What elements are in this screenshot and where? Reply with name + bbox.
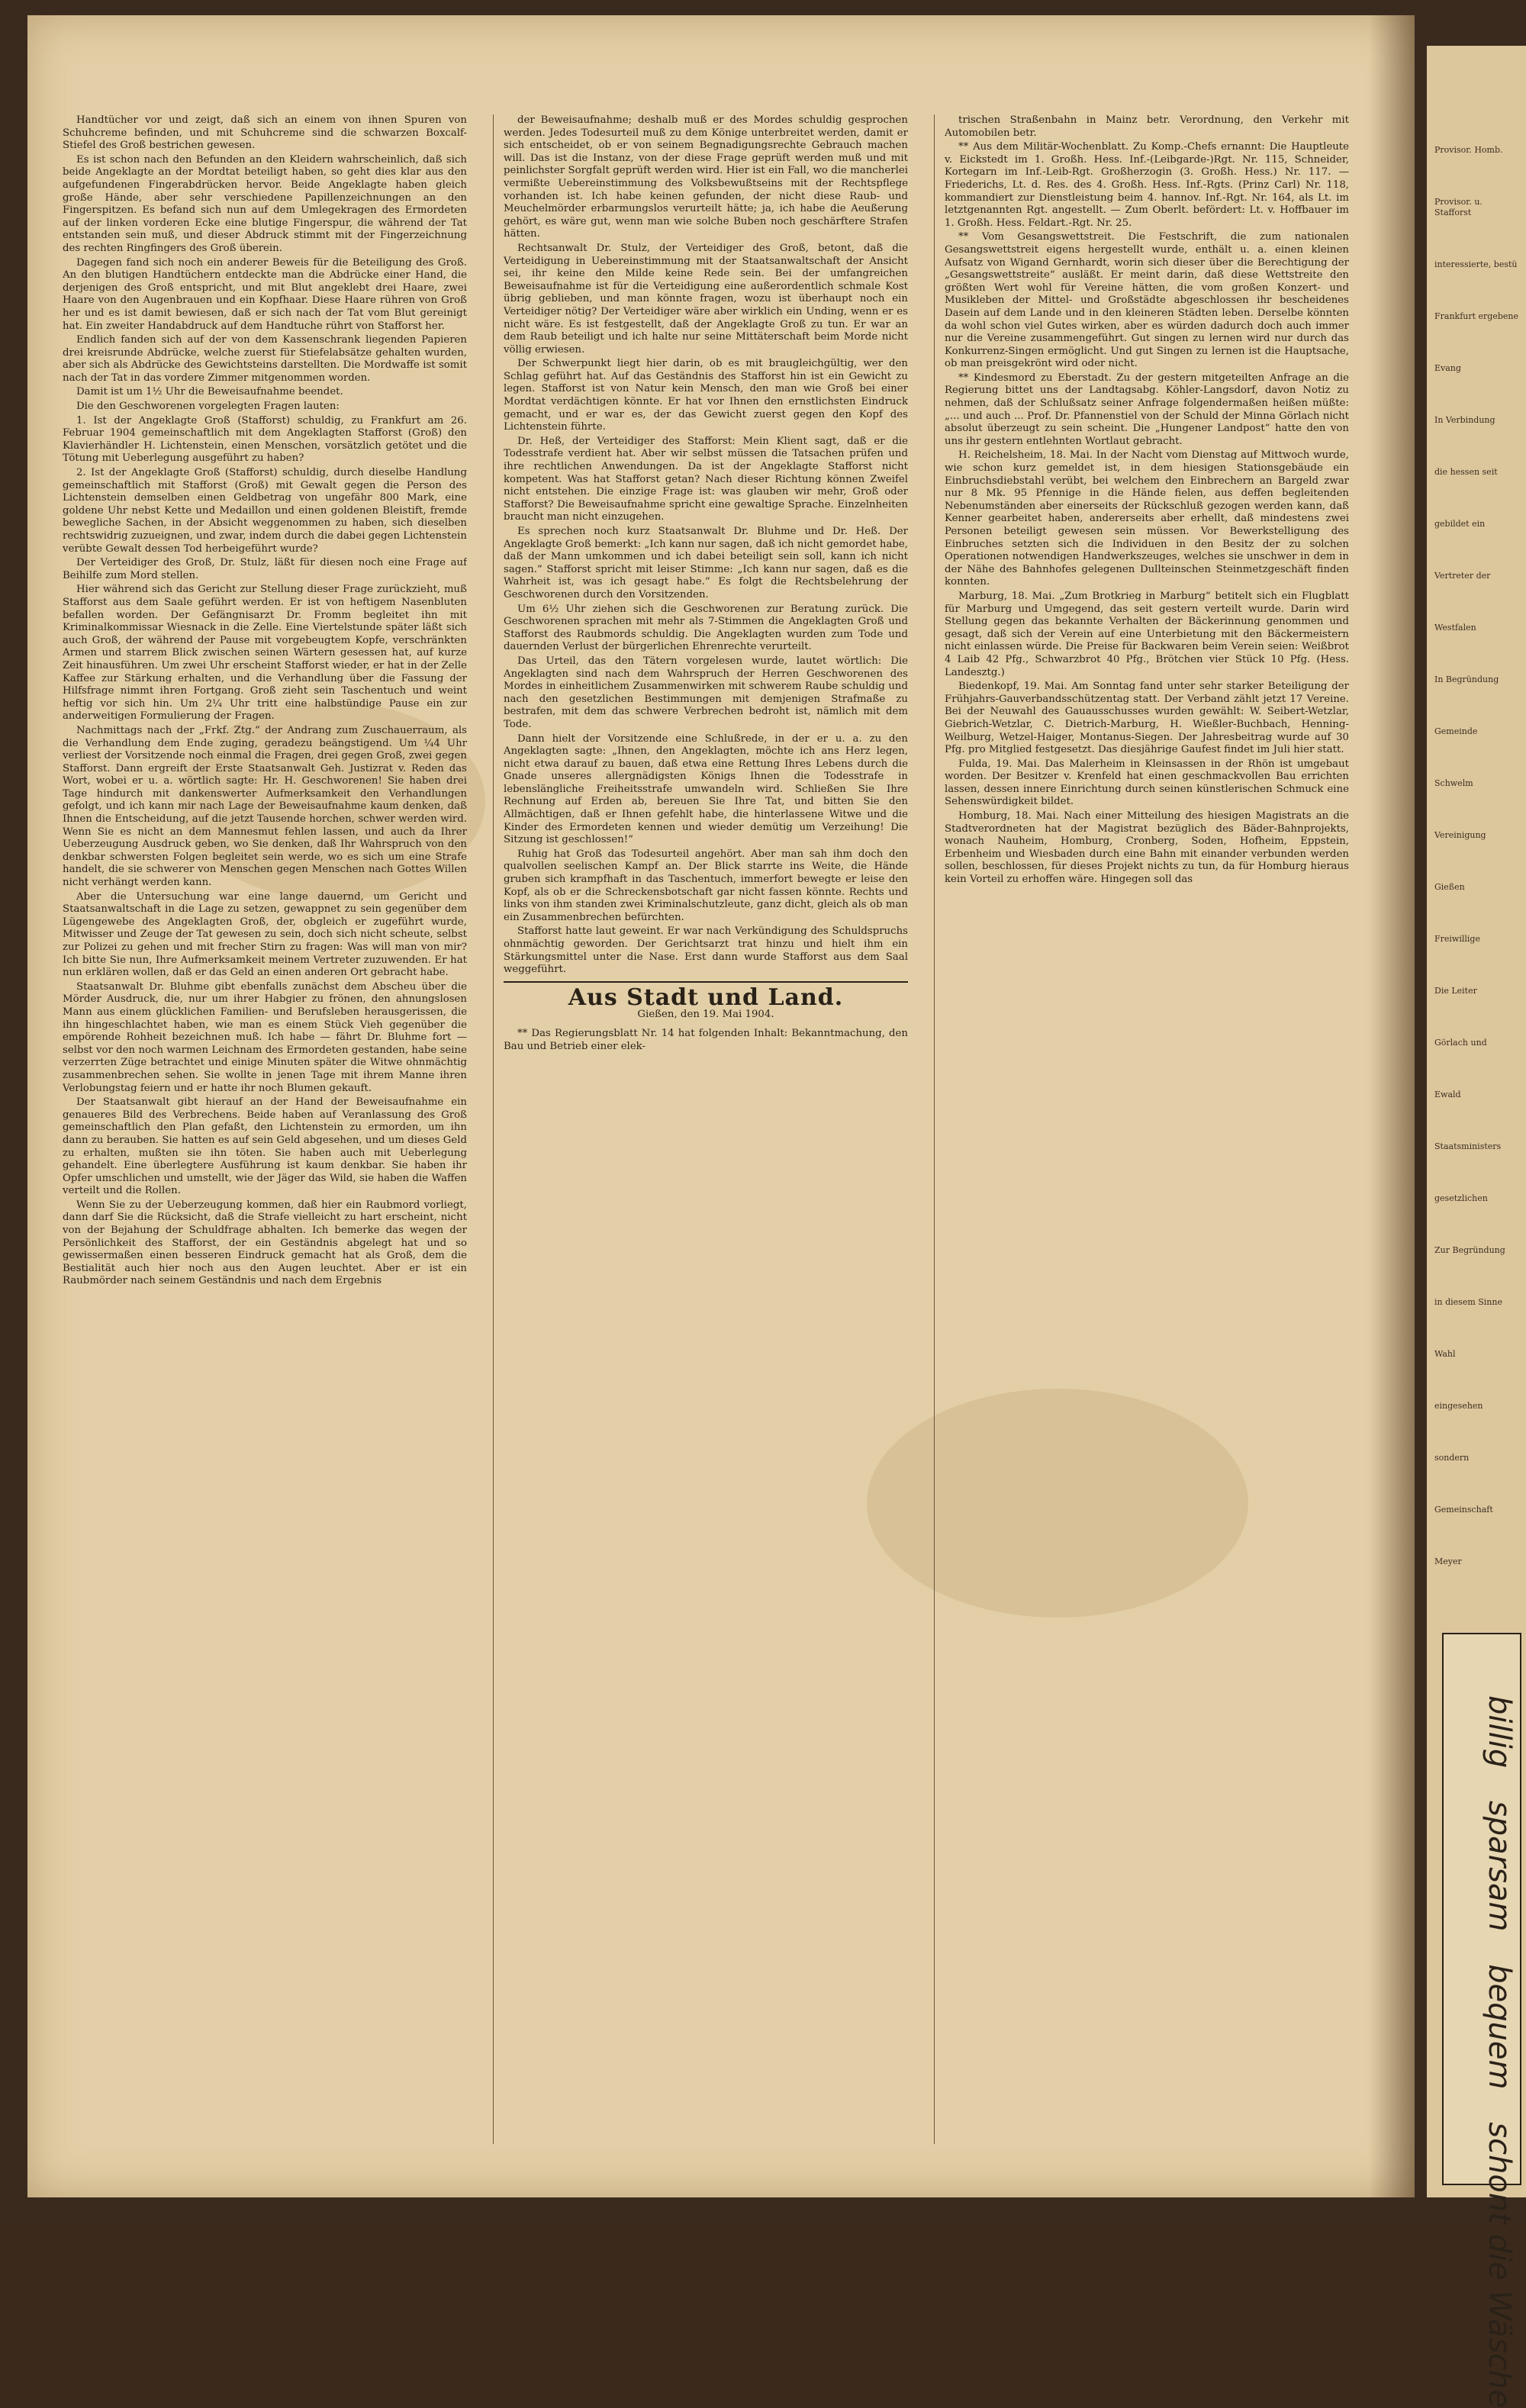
article-paragraph: Fulda, 19. Mai. Das Malerheim in Kleinsassen in der Rhön ist umgebaut worden. Der Besitzer v. Krenfeld hat einen geschmackvollen Bau errichten lassen, dessen innere Einrichtung durch seinen künstlerischen Schmuck eine Sehenswürdigkeit bildet. — [945, 758, 1349, 808]
article-paragraph: Die den Geschworenen vorgelegten Fragen lauten: — [76, 401, 340, 413]
adjacent-page-fragment: gebildet ein — [1434, 519, 1486, 529]
adjacent-page-fragment: Frankfurt ergebene — [1434, 311, 1518, 321]
article-paragraph: Staatsanwalt Dr. Bluhme gibt ebenfalls zunächst dem Abscheu über die Mörder Ausdruck, die, nur um ihrer Habgier zu frönen, den ahnungslosen Mann aus einem glücklichen Familien- und Berufsleben herausgerissen, die ihn hingeschlachtet haben, wie man es einem Stück Vieh gegenüber die empörende Rohheit bezeichnen muß. Ich habe — fährt Dr. Bluhme fort — selbst vor den noch warmen Leichnam des Ermordeten gestanden, habe seine verzerrten Züge betrachtet und einige Minuten später die Witwe ohnmächtig zusammenbrechen sehen. Sie wollte in jenen Tage mit ihrem Manne ihren Verlobungstag feiern und er hatte ihr noch Blumen gekauft. — [63, 980, 467, 1094]
ad-word-sparsam: sparsam — [1482, 1800, 1517, 1932]
article-paragraph: 2. Ist der Angeklagte Groß (Stafforst) schuldig, durch dieselbe Handlung gemeinschaftlich mit Stafforst (Groß) mit Gewalt gegen die Person des Lichtenstein demselben einen Geldbetrag von ungefähr 800 Mark, eine goldene Uhr nebst Kette und Medaillon und einen goldenen Bleistift, fremde bewegliche Sachen, in der Absicht weggenommen zu haben, sich dieselben rechtswidrig zuzueignen, und zwar, indem durch die dabei gegen Lichtenstein verübte Gewalt dessen Tod herbeigeführt wurde? — [63, 467, 467, 555]
article-paragraph: Endlich fanden sich auf der von dem Kassenschrank liegenden Papieren drei kreisrunde Abdrücke, welche zuerst für Stiefelabsätze gehalten wurden, aber sich als Abdrücke des Gewichtsteins darstellten. Die Mordwaffe ist somit nach der Tat in das vordere Zimmer mitgenommen worden. — [63, 334, 467, 384]
article-paragraph: Ruhig hat Groß das Todesurteil angehört. Aber man sah ihm doch den qualvollen seelischen Kampf an. Der Blick starrte ins Weite, die Hände gruben sich krampfhaft in das Taschentuch, immerfort bewegte er leise den Kopf, als ob er die Schreckensbotschaft gar nicht fassen könnte. Rechts und links von ihm standen zwei Kriminalschutzleute, ganz dicht, gleich als ob man ein Zusammenbrechen befürchten. — [504, 848, 908, 923]
article-paragraph: Rechtsanwalt Dr. Stulz, der Verteidiger des Groß, betont, daß die Verteidigung in Uebereinstimmung mit der Staatsanwaltschaft der Ansicht sei, ihr keine den Milde keine Rede sein. Bei der umfangreichen Beweisaufnahme ist für die Verteidigung eine außerordentlich schmale Kost übrig geblieben, und man könnte fragen, wozu ist überhaupt noch ein Verteidiger nötig? Der Verteidiger wäre aber wirklich ein Unding, wenn er es nicht wäre. Es ist festgestellt, daß der Angeklagte Groß zu tun. Er war an dem Raub beteiligt und ich halte nur seine Mittäterschaft beim Morde nicht völlig erwiesen. — [504, 242, 908, 356]
article-paragraph: Der Schwerpunkt liegt hier darin, ob es mit braugleichgültig, wer den Schlag geführt hat. Auf das Geständnis des Stafforst hin ist ein Gewicht zu legen. Stafforst ist von Natur kein Mensch, den man wie Groß bei einer Mordtat verdächtigen könnte. Er hat vor Ihnen den ernstlichsten Eindruck gemacht, und er war es, der das Gewicht zuerst gegen den Kopf des Lichtenstein führte. — [504, 358, 908, 433]
adjacent-page-text — [1434, 145, 1518, 1608]
adjacent-page-fragment: Staatsministers — [1434, 1141, 1502, 1151]
article-paragraph: Dann hielt der Vorsitzende eine Schlußrede, in der er u. a. zu den Angeklagten sagte: „Ihnen, den Angeklagten, möchte ich ans Herz legen, nicht etwa darauf zu bauen, daß etwa eine Rettung Ihres Lebens durch die Gnade unseres allergnädigsten Königs Ihnen die Todesstrafe in lebenslängliche Freiheitsstrafe umwandeln wird. Schließen Sie Ihre Rechnung auf Erden ab, bereuen Sie Ihre Tat, und bitten Sie den Allmächtigen, daß er Ihnen gefehlt habe, die hinterlassene Witwe und die Kinder des Ermordeten kennen und wieder demütig um Verzeihung! Die Sitzung ist geschlossen!“ — [504, 732, 908, 846]
adjacent-page-fragment: Görlach und — [1434, 1038, 1487, 1048]
article-paragraph: der Beweisaufnahme; deshalb muß er des Mordes schuldig gesprochen werden. Jedes Todesurteil muß zu dem Könige unterbreitet werden, damit er sich entscheidet, ob er von seinem Begnadigungsrechte Gebrauch machen will. Das ist die Instanz, von der diese Frage geprüft werden muß und mit peinlichster Sorgfalt geprüft werden wird. Hier ist ein Fall, wo die mancherlei vermißte Uebereinstimmung des Volksbewußtseins mit der Rechtspflege vorhanden ist. Ich habe keinen gefunden, der nicht diese Raub- und Meuchelmörder erbarmungslos verurteilt hätte; ja, ich habe die Aeußerung gehört, es wäre gut, wenn man wie solche Buben noch geschärftere Strafen hätten. — [504, 114, 908, 240]
gutter-shadow — [1369, 15, 1415, 2197]
adjacent-page-fragment: Schwelm — [1434, 778, 1473, 788]
column-1 — [63, 114, 467, 2144]
article-paragraph: Das Urteil, das den Tätern vorgelesen wurde, lautet wörtlich: Die Angeklagten sind nach dem Wahrspruch der Herren Geschworenen des Mordes in einheitlichem Zusammenwirken mit schwerem Raube schuldig und nach den gesetzlichen Bestimmungen mit demjenigen Strafmaße zu bestrafen, mit dem das schwere Verbrechen bedroht ist, nämlich mit dem Tode. — [504, 655, 908, 730]
article-paragraph: H. Reichelsheim, 18. Mai. In der Nacht vom Dienstag auf Mittwoch wurde, wie schon kurz gemeldet ist, in dem hiesigen Stationsgebäude ein Einbruchsdiebstahl verübt, bei welchem den Einbrechern an Bargeld zwar nur 8 Mk. 95 Pfennige in die Hände fielen, aus deffen begleitenden Nebenumständen aber einerseits der Rückschluß gezogen werden kann, daß Kenner gearbeitet haben, andererseits aber erhellt, daß mindestens zwei Personen beteiligt gewesen sein müssen. Vor Bewerkstelligung des Einbruches setzten sich die Individuen in den Besitz der zu solchen Operationen notwendigen Handwerkszeuges, welches sie unschwer in dem in der Nähe des Bahnhofes gelegenen Dullteinschen Steinmetzgeschäft finden konnten. — [945, 449, 1349, 588]
adjacent-page-fragment: Gemeinde — [1434, 726, 1478, 736]
article-paragraph: Um 6½ Uhr ziehen sich die Geschworenen zur Beratung zurück. Die Geschworenen sprachen mit mehr als 7-Stimmen die Angeklagten Groß und Stafforst des Raubmords schuldig. Die Angeklagten wurden zum Tode und dauernden Verlust der bürgerlichen Ehrenrechte verurteilt. — [504, 603, 908, 653]
column-rule — [493, 114, 494, 2144]
adjacent-page-fragment: Vereinigung — [1434, 830, 1486, 840]
adjacent-page-fragment: Gießen — [1434, 882, 1465, 892]
column-2-body — [504, 114, 908, 977]
adjacent-page-fragment: Provisor. Homb. — [1434, 145, 1503, 155]
adjacent-page-fragment: Zur Begründung — [1434, 1245, 1505, 1255]
dateline: Gießen, den 19. Mai 1904. — [637, 1009, 774, 1021]
article-paragraph: Biedenkopf, 19. Mai. Am Sonntag fand unter sehr starker Beteiligung der Frühjahrs-Gauverbandsschützentag statt. Der Verband zählt jetzt 17 Vereine. Bei der Neuwahl des Gauausschusses wurden gewählt: W. Seibert-Wetzlar, Giebrich-Wetzlar, C. Dietrich-Marburg, H. Wießler-Buchbach, Henning-Weilburg, Wetzel-Haiger, Montanus-Siegen. Der Jahresbeitrag wurde auf 30 Pfg. pro Mitglied festgesetzt. Das diesjährige Gaufest findet im Juli hier statt. — [945, 681, 1349, 756]
adjacent-page-fragment: sondern — [1434, 1453, 1470, 1463]
article-paragraph: Handtücher vor und zeigt, daß sich an einem von ihnen Spuren von Schuhcreme befinden, und mit Schuhcreme sind die schwarzen Boxcalf-Stiefel des Groß bestrichen gewesen. — [63, 114, 467, 152]
column-2 — [504, 114, 908, 2144]
article-paragraph: Dr. Heß, der Verteidiger des Stafforst: Mein Klient sagt, daß er die Todesstrafe verdient hat. Aber wir selbst müssen die Tatsachen prüfen und ihre rechtlichen Anwendungen. Da ist der Angeklagte Stafforst nicht kompetent. Was hat Stafforst getan? Nach dieser Richtung können Zweifel nicht entstehen. Die einzige Frage ist: was glauben wir mehr, Groß oder Stafforst? Die Beweisaufnahme spricht eine gewaltige Sprache. Einzelnheiten braucht man nicht einzugehen. — [504, 435, 908, 523]
adjacent-page-fragment: In Begründung — [1434, 674, 1499, 684]
article-paragraph: 1. Ist der Angeklagte Groß (Stafforst) schuldig, zu Frankfurt am 26. Februar 1904 gemeinschaftlich mit dem Angeklagten Stafforst (Groß) den Klavierhändler H. Lichtenstein, einen Menschen, vorsätzlich getötet und die Tötung mit Ueberlegung ausgeführt zu haben? — [63, 414, 467, 465]
article-paragraph: ** Das Regierungsblatt Nr. 14 hat folgenden Inhalt: Bekanntmachung, den Bau und Betrieb einer elek- — [504, 1027, 908, 1052]
article-paragraph: Der Staatsanwalt gibt hierauf an der Hand der Beweisaufnahme ein genaueres Bild des Verbrechens. Beide haben auf Veranlassung des Groß gemeinschaftlich den Plan gefaßt, den Lichtenstein zu ermorden, um ihn dann zu berauben. Sie hatten es auf sein Geld abgesehen, und um dieses Geld zu erhalten, mußten sie ihn töten. Sie haben auch mit Ueberlegung gehandelt. Eine überlegtere Ausführung ist kaum denkbar. Sie haben ihr Opfer umschlichen und umstellt, wie der Jäger das Wild, sie haben die Waffen verteilt und die Rollen. — [63, 1096, 467, 1197]
adjacent-page-fragment: Die Leiter — [1434, 986, 1477, 996]
adjacent-page-fragment: gesetzlichen — [1434, 1193, 1488, 1203]
adjacent-page-fragment: eingesehen — [1434, 1401, 1483, 1411]
article-paragraph: Nachmittags nach der „Frkf. Ztg.“ der Andrang zum Zuschauerraum, als die Verhandlung dem Ende zuging, geradezu beängstigend. Um ¼4 Uhr verliest der Vorsitzende noch einmal die Fragen, drei gegen Groß, zwei gegen Stafforst. Dann ergreift der Erste Staatsanwalt Geh. Justizrat v. Reden das Wort, wobei er u. a. wörtlich sagte: Hr. H. Geschworenen! Sie haben drei Tage hindurch mit dankenswerter Aufmerksamkeit den Verhandlungen gefolgt, und ich kann mir nach Lage der Beweisaufnahme kaum denken, daß Ihnen die Entscheidung, auf die jetzt Tausende horchen, schwer werden wird. Wenn Sie es nicht an dem Mannesmut fehlen lassen, und auch da Ihrer Ueberzeugung Ausdruck geben, wo Sie denken, daß Ihr Wahrspruch von den denkbar schwersten Folgen begleitet sein werde, wo es sich um eine Strafe handelt, die sie schwerer von Menschen gegen Menschen nach Gottes Willen nicht verhängt werden kann. — [63, 724, 467, 889]
article-paragraph: Marburg, 18. Mai. „Zum Brotkrieg in Marburg“ betitelt sich ein Flugblatt für Marburg und Umgegend, das seit gestern verteilt wurde. Darin wird Stellung gegen das bekannte Verhalten der Bäckerinnung genommen und gesagt, daß sich der Verein auf eine Unterbietung mit den Bäckermeistern nicht einlassen würde. Die Preise für Backwaren beim Verein seien: Weißbrot 4 Laib 42 Pfg., Schwarzbrot 40 Pfg., Brötchen vier Stück 10 Pfg. (Hess. Landesztg.) — [945, 590, 1349, 678]
adjacent-page-fragment: Gemeinschaft — [1434, 1505, 1493, 1515]
article-paragraph: Wenn Sie zu der Ueberzeugung kommen, daß hier ein Raubmord vorliegt, dann darf Sie die Rücksicht, daß die Strafe vielleicht zu hart erscheint, nicht von der Bejahung der Schuldfrage abhalten. Ich bemerke das wegen der Persönlichkeit des Stafforst, der ein Geständnis abgelegt hat und so gewissermaßen einen besseren Eindruck gemacht hat als Groß, dem die Bestialität auch hier noch aus den Augen leuchtet. Aber er ist ein Raubmörder nach seinem Geständnis und nach dem Ergebnis — [63, 1199, 467, 1287]
article-paragraph: Damit ist um 1½ Uhr die Beweisaufnahme beendet. — [76, 386, 343, 398]
adjacent-page-fragment: interessierte, bestü — [1434, 259, 1518, 269]
advertisement-box — [1442, 1633, 1521, 2408]
section-divider — [504, 981, 908, 983]
ad-word-billig: billig — [1482, 1695, 1517, 1769]
ad-slogan: schont die Wäsche — [1482, 2122, 1517, 2408]
article-paragraph: Hier während sich das Gericht zur Stellung dieser Frage zurückzieht, muß Stafforst aus dem Saale geführt werden. Er ist von heftigem Nasenbluten befallen worden. Der Gefängnisarzt Dr. Fromm begleitet ihn mit Kriminalkommissar Wiesnack in die Zelle. Eine Viertelstunde später läßt sich auch Groß, der während der Pause mit vorgebeugtem Kopfe, verschränkten Armen und starrem Blick zwischen seinen Wärtern gesessen hat, auf kurze Zeit hinausführen. Um zwei Uhr erscheint Stafforst wieder, er hat in der Zelle Kaffee zur Stärkung erhalten, und die Verhandlung über die Fassung der Hilfsfrage nimmt ihren Fortgang. Groß zieht sein Taschentuch und weint heftig vor sich hin. Um 2¼ Uhr tritt eine halbstündige Pause ein zur anderweitigen Formulierung der Fragen. — [63, 584, 467, 723]
adjacent-page-fragment: Meyer — [1434, 1557, 1462, 1566]
adjacent-page-fragment: in diesem Sinne — [1434, 1297, 1502, 1307]
section-heading: Aus Stadt und Land. — [568, 983, 844, 1011]
adjacent-page-fragment: Vertreter der — [1434, 571, 1491, 581]
article-paragraph: Es sprechen noch kurz Staatsanwalt Dr. Bluhme und Dr. Heß. Der Angeklagte Groß bemerkt: „Ich kann nur sagen, daß ich nicht gemordet habe, daß der Mann umkommen und ich dabei beteiligt sein soll, kann ich nicht sagen.“ Stafforst spricht mit leiser Stimme: „Ich kann nur sagen, daß es die Wahrheit ist, was ich gesagt habe.“ Es folgt die Rechtsbelehrung der Geschworenen durch den Vorsitzenden. — [504, 526, 908, 600]
adjacent-page-fragment: die hessen seit — [1434, 467, 1498, 477]
adjacent-page-fragment: Freiwillige — [1434, 934, 1480, 944]
adjacent-page-fragment: Evang — [1434, 363, 1461, 373]
article-paragraph: ** Kindesmord zu Eberstadt. Zu der gestern mitgeteilten Anfrage an die Regierung bittet uns der Landtagsabg. Köhler-Langsdorf, davon Notiz zu nehmen, daß der Schlußsatz seiner Anfrage folgendermaßen heißen müßte: „... und auch ... Prof. Dr. Pfannenstiel von der Schuld der Minna Görlach nicht absolut überzeugt zu sein scheint. Die „Hungener Landpost“ hatte den von uns ihr gestern entlehnten Wortlaut gebracht. — [945, 372, 1349, 447]
ad-word-bequem: bequem — [1482, 1964, 1517, 2090]
column-3 — [945, 114, 1349, 2144]
article-paragraph: Dagegen fand sich noch ein anderer Beweis für die Beteiligung des Groß. An den blutigen Handtüchern entdeckte man die Abdrücke einer Hand, die derjenigen des Groß entspricht, und mit Blut angeklebt drei Haare, zwei Haare von den Augenbrauen und ein Kopfhaar. Diese Haare rühren von Groß her und es ist damit bewiesen, daß er sich nach der Tat vom Blut gereinigt hat. Ein zweiter Handabdruck auf dem Handtuche rührt von Stafforst her. — [63, 256, 467, 332]
advertisement-text — [1456, 1695, 1517, 2408]
adjacent-page-fragment: In Verbindung — [1434, 415, 1495, 425]
article-paragraph: Der Verteidiger des Groß, Dr. Stulz, läßt für diesen noch eine Frage auf Beihilfe zum Mord stellen. — [63, 557, 467, 581]
column-rule — [934, 114, 935, 2144]
article-paragraph: Aber die Untersuchung war eine lange dauernd, um Gericht und Staatsanwaltschaft in die Lage zu setzen, gewappnet zu sein gegenüber dem Lügengewebe des Angeklagten Groß, der, obgleich er zugeführt wurde, Mitwisser und Zeuge der Tat gewesen zu sein, doch sich nicht scheute, selbst zur Polizei zu gehen und mit frecher Stirn zu fragen: Was will man von mir? Ich bitte Sie nun, Ihre Aufmerksamkeit meinem Vertreter zuzuwenden. Er hat nun erklären wollen, daß er das Geld an einen anderen Ort gebracht habe. — [63, 890, 467, 979]
article-paragraph: trischen Straßenbahn in Mainz betr. Verordnung, den Verkehr mit Automobilen betr. — [945, 114, 1349, 139]
article-paragraph: ** Vom Gesangswettstreit. Die Festschrift, die zum nationalen Gesangswettstreit eigens hergestellt wurde, enthält u. a. einen kleinen Aufsatz von Wigand Gernhardt, worin sich dieser über die Berechtigung der „Gesangswettstreite“ ausläßt. Er meint darin, daß diese Wettstreite den größten Wert wohl für Vereine hätten, die vom großen Konzert- und Musikleben der Mittel- und Großstädte abgeschlossen ihr bescheidenes Dasein auf dem Lande und in den kleineren Städten leben. Derselbe könnten da wohl schon viel Gutes wirken, aber es würden dadurch doch auch immer nur die Vereine zusammengeführt. Gut singen zu lernen wird nur durch das Konkurrenz-Singen ermöglicht. Und gut Singen zu lernen ist die Hauptsache, ob man preisgekrönt wird oder nicht. — [945, 231, 1349, 370]
article-paragraph: Stafforst hatte laut geweint. Er war nach Verkündigung des Schuldspruchs ohnmächtig geworden. Der Gerichtsarzt trat hinzu und hielt ihm ein Stärkungsmittel unter die Nase. Erst dann wurde Stafforst aus dem Saal weggeführt. — [504, 926, 908, 976]
adjacent-page-fragment: Ewald — [1434, 1090, 1461, 1099]
adjacent-page-fragment: Wahl — [1434, 1349, 1456, 1359]
adjacent-page-fragment: Provisor. u. Stafforst — [1434, 197, 1483, 217]
article-paragraph: Homburg, 18. Mai. Nach einer Mitteilung des hiesigen Magistrats an die Stadtverordneten hat der Magistrat bezüglich des Bäder-Bahnprojekts, wonach Nauheim, Homburg, Cronberg, Soden, Hofheim, Eppstein, Erbenheim und Wiesbaden durch eine Bahn mit einander verbunden werden sollen, beschlossen, für dieses Projekt nichts zu tun, da für Homburg hieraus kein Vorteil zu erhoffen wäre. Hingegen soll das — [945, 810, 1349, 886]
adjacent-page-fragment: Westfalen — [1434, 623, 1476, 633]
article-paragraph: ** Aus dem Militär-Wochenblatt. Zu Komp.-Chefs ernannt: Die Hauptleute v. Eickstedt im 1. Großh. Hess. Inf.-(Leibgarde-)Rgt. Nr. 115, Schneider, Kortegarn im Inf.-Leib-Rgt. Großherzogin (3. Großh. Hess.) Nr. 117. — Friederichs, Lt. d. Res. des 4. Großh. Hess. Inf.-Rgts. (Prinz Carl) Nr. 118, kommandiert zur Dienstleistung beim 4. hannov. Inf.-Rgt. Nr. 164, als Lt. im letztgenannten Rgt. angestellt. — Zum Oberlt. befördert: Lt. v. Hoffbauer im 1. Großh. Hess. Feldart.-Rgt. Nr. 25. — [945, 141, 1349, 229]
article-paragraph: Es ist schon nach den Befunden an den Kleidern wahrscheinlich, daß sich beide Angeklagte an der Mordtat beteiligt haben, so geht dies klar aus den aufgefundenen Fingerabdrücken hervor. Beide Angeklagte haben gleich große Hände, aber sehr verschiedene Papillenzeichnungen an den Fingerspitzen. Es befand sich nun auf dem Umlegekragen des Ermordeten auf der linken vorderen Ecke eine blutige Fingerspur, die während der Tat entstanden sein muß, und dieser Abdruck stimmt mit der Fingerzeichnung des rechten Ringfingers des Groß überein. — [63, 153, 467, 254]
